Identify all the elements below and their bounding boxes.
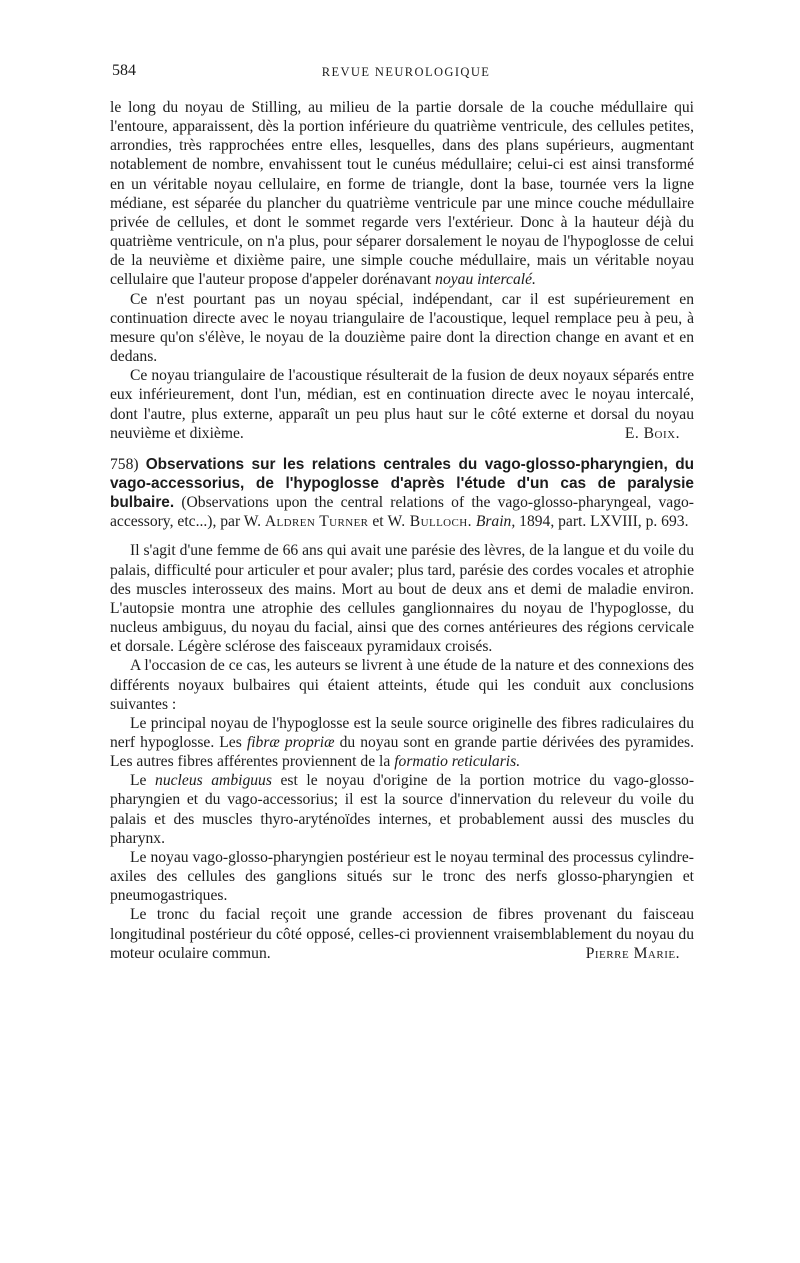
article-paragraph-3: [110, 714, 694, 771]
author-turner: Aldren Turner: [264, 513, 369, 531]
paragraph-text: du noyau sont en grande partie dérivées des pyramides. Les autres fibres afférentes proviennent de la: [110, 734, 694, 771]
paragraph-text: le long du noyau de Stilling, au milieu de la partie dorsale de la couche médullaire qui l'entoure, apparaissent, dès la portion inférieure du quatrième ventricule, des cellules petites, arrondies, très rapprochées entre elles, lesquelles, dans des plans supérieurs, augmentant notablement de nombre, envahissent tout le cunéus médullaire; celui-ci est ainsi transformé en un véritable noyau cellulaire, en forme de triangle, dont la base, tournée vers la ligne médiane, est séparée du plancher du quatrième ventricule par une mince couche médullaire privée de cellules, et dont le sommet regarde vers l'extérieur. Donc à la hauteur déjà du quatrième ventricule, on n'a plus, pour séparer dorsalement le noyau de l'hypoglosse de celui de la neuvième et dixième paire, une simple couche médullaire, mais un véritable noyau cellulaire que l'auteur propose d'appeler dorénavant: [110, 99, 694, 289]
author-bulloch: W. Bulloch.: [387, 513, 472, 531]
italic-term: fibræ propriæ: [246, 734, 335, 751]
article-paragraph-4: [110, 771, 694, 848]
english-title: (Observations upon the central relations of the vago-glosso-pharyngeal, vago-accessory, etc...), par W.: [110, 494, 694, 531]
paragraph-text: Le principal noyau de l'hypoglosse est la seule source originelle des fibres radiculaires du nerf hypoglosse. Les: [110, 714, 694, 751]
conjunction: et: [372, 513, 384, 531]
paragraph-text: Le tronc du facial reçoit une grande accession de fibres provenant du faisceau longitudinal postérieur du côté opposé, celles-ci proviennent vraisemblablement du noyau du moteur oculaire commun.: [110, 906, 694, 962]
article-paragraph-6: [110, 905, 694, 962]
article-paragraph-5: Le noyau vago-glosso-pharyngien postérieur est le noyau terminal des processus cylindre-axiles des cellules des ganglions situés sur le tronc des nerfs glosso-pharyngien et pneumogastriques.: [110, 848, 694, 905]
body-text: [110, 98, 694, 963]
prev-article-paragraph-2: Ce n'est pourtant pas un noyau spécial, indépendant, car il est supérieurement en continuation directe avec le noyau triangulaire de l'acoustique, lequel remplace peu à peu, à mesure qu'on s'élève, le noyau de la douzième paire dont la direction change en avant et en dedans.: [110, 290, 694, 366]
journal-title: REVUE NEUROLOGIQUE: [321, 65, 491, 79]
paragraph-text: Ce noyau triangulaire de l'acoustique résulterait de la fusion de deux noyaux séparés entre eux inférieurement, dont l'un, médian, est en continuation directe avec le noyau intercalé, dont l'autre, plus externe, apparaît un peu plus haut sur le côté externe et dorsal du noyau neuvième et dixième.: [110, 367, 694, 442]
italic-term: noyau intercalé.: [435, 271, 536, 289]
citation: 1894, part. LXVIII, p. 693.: [519, 513, 689, 531]
prev-article-paragraph-3: [110, 366, 694, 443]
prev-article-paragraph-1: [110, 98, 694, 290]
journal-name: Brain,: [475, 513, 516, 531]
signature-marie: Pierre Marie.: [585, 944, 680, 962]
paragraph-text: Le: [130, 772, 147, 790]
paragraph-text: est le noyau d'origine de la portion motrice du vago-glosso-pharyngien et du vago-accessorius; il est la source d'innervation du releveur du voile du palais et des muscles thyro-aryténoïdes internes, et probablement aussi des muscles du pharynx.: [110, 772, 695, 847]
italic-term: formatio reticularis.: [394, 753, 521, 771]
page-number: 584: [112, 62, 136, 79]
article-title: Observations sur les relations centrales du vago-glosso-pharyngien, du vago-accessorius, de l'hypoglosse d'après l'étude d'un cas de paralysie bulbaire.: [110, 455, 694, 512]
article-heading: [110, 455, 694, 532]
article-paragraph-2: A l'occasion de ce cas, les auteurs se livrent à une étude de la nature et des connexions des différents noyaux bulbaires qui étaient atteints, étude qui les conduit aux conclusions suivantes :: [110, 657, 694, 713]
running-head: [112, 62, 700, 86]
italic-term: nucleus ambiguus: [155, 772, 272, 790]
signature-boix: E. Boix.: [624, 424, 680, 442]
article-number: 758): [110, 455, 139, 473]
article-paragraph-1: Il s'agit d'une femme de 66 ans qui avait une parésie des lèvres, de la langue et du voile du palais, difficulté pour articuler et pour avaler; plus tard, parésie des cordes vocales et atrophie des muscles interosseux des mains. Mort au bout de deux ans et demi de maladie environ. L'autopsie montra une atrophie des cellules ganglionnaires du noyau de l'hypoglosse, du nucleus ambiguus, du noyau du facial, ainsi que des cornes antérieures des régions cervicale et dorsale. Légère sclérose des faisceaux pyramidaux croisés.: [110, 542, 694, 656]
